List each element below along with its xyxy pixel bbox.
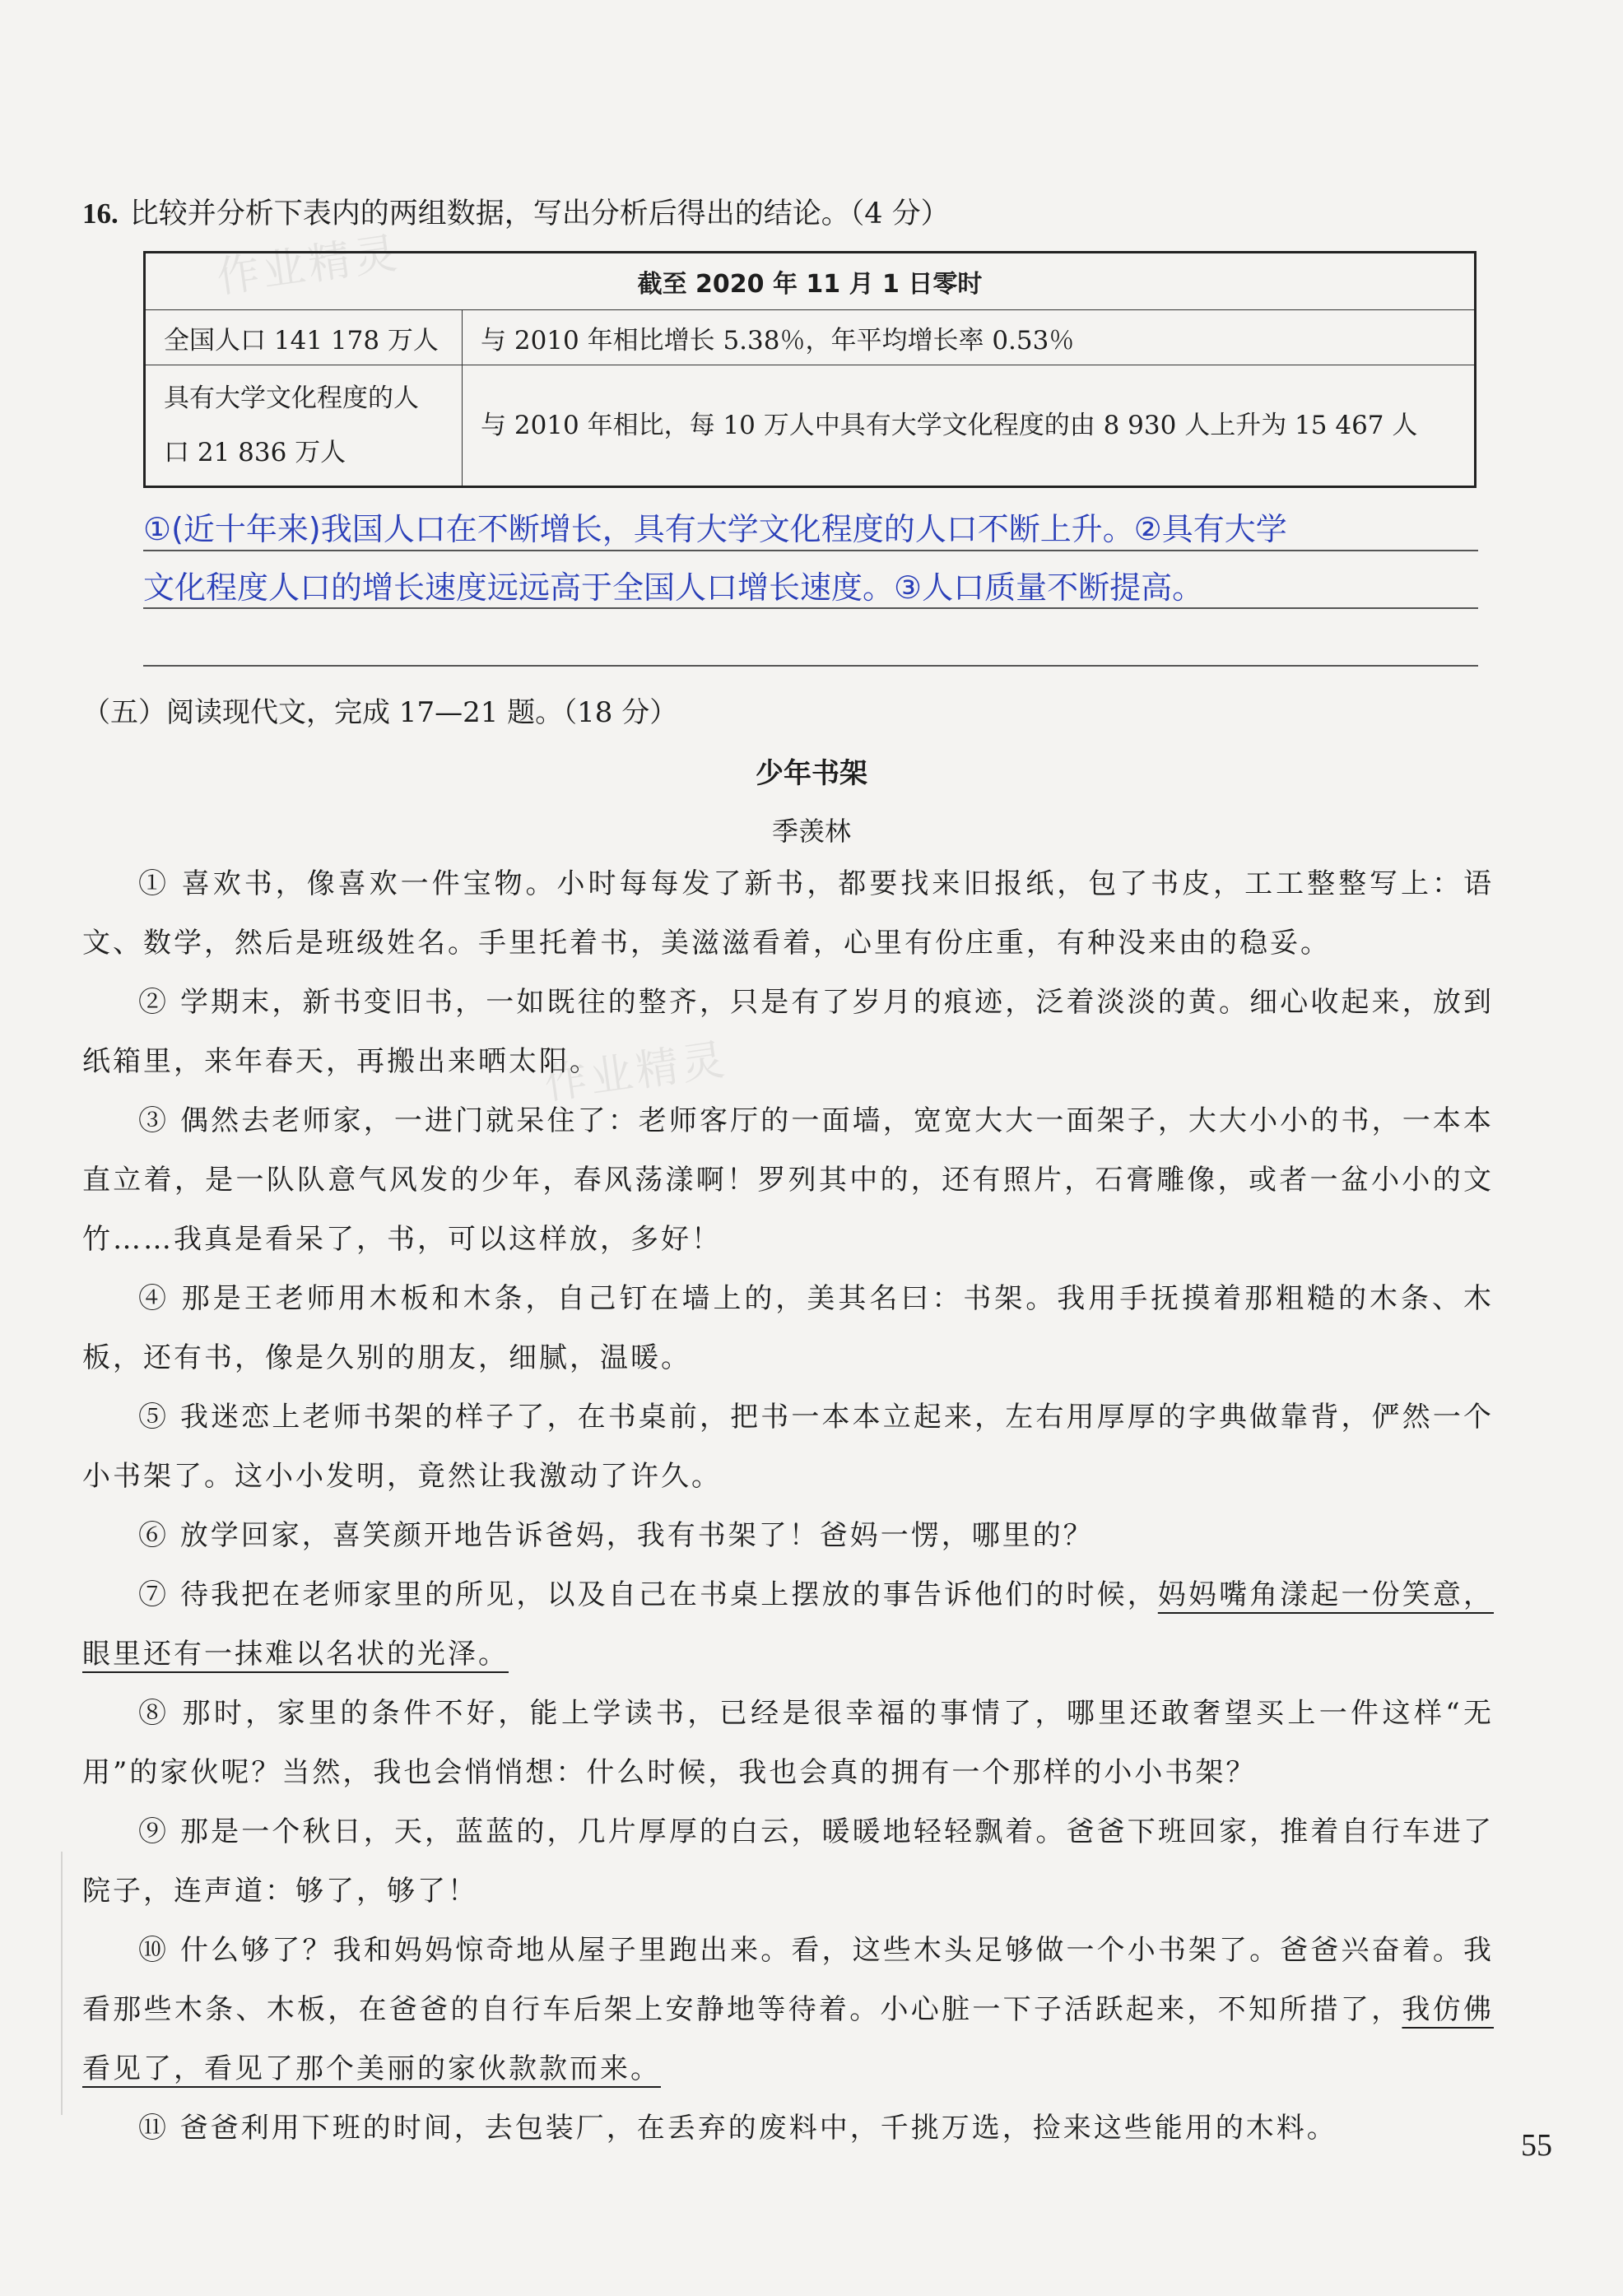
table-cell-desc: 与 2010 年相比，每 10 万人中具有大学文化程度的由 8 930 人上升为 15 467 人 [463,365,1476,487]
table-cell-label [145,365,463,487]
question-prompt: 比较并分析下表内的两组数据，写出分析后得出的结论。（4 分） [129,198,950,230]
paragraph-5: ⑤ 我迷恋上老师书架的样子了，在书桌前，把书一本本立起来，左右用厚厚的字典做靠背，俨然一个小书架了。这小小发明，竟然让我激动了许久。 [82,1401,1494,1493]
paragraph-10-text: ⑩ 什么够了？我和妈妈惊奇地从屋子里跑出来。看，这些木头足够做一个小书架了。爸爸兴奋着。我看那些木条、木板，在爸爸的自行车后架上安静地等待着。小心脏一下子活跃起来，不知所措了， [82,1934,1494,2026]
table-cell-label: 全国人口 141 178 万人 [145,310,463,365]
answer-rule [143,607,1478,609]
paragraph-3: ③ 偶然去老师家，一进门就呆住了：老师客厅的一面墙，宽宽大大一面架子，大大小小的书，一本本直立着，是一队队意气风发的少年，春风荡漾啊！罗列其中的，还有照片，石膏雕像，或者一盆小小的文竹……我真是看呆了，书，可以这样放，多好！ [82,1104,1494,1256]
handwritten-answer-line1: ①(近十年来)我国人口在不断增长，具有大学文化程度的人口不断上升。②具有大学 [143,511,1287,547]
table-cell-label-line1: 具有大学文化程度的人 [164,383,419,413]
binding-shadow [61,1852,63,2115]
article-title: 少年书架 [756,757,867,790]
table-cell-desc: 与 2010 年相比增长 5.38％，年平均增长率 0.53％ [463,310,1476,365]
population-table [143,251,1477,488]
watermark: 作业精灵 [541,1034,731,1110]
paragraph-9: ⑨ 那是一个秋日，天，蓝蓝的，几片厚厚的白云，暖暖地轻轻飘着。爸爸下班回家，推着自行车进了院子，连声道：够了，够了！ [82,1815,1494,1908]
handwritten-answer-line2: 文化程度人口的增长速度远远高于全国人口增长速度。③人口质量不断提高。 [143,569,1204,606]
paragraph-7 [82,1565,1494,1684]
table-row [145,310,1476,365]
paragraph-1: ① 喜欢书，像喜欢一件宝物。小时每每发了新书，都要找来旧报纸，包了书皮，工工整整写上：语文、数学，然后是班级姓名。手里托着书，美滋滋看着，心里有份庄重，有种没来由的稳妥。 [82,867,1494,960]
table-header: 截至 2020 年 11 月 1 日零时 [145,253,1476,310]
watermark: 作业精灵 [213,228,403,304]
paragraph-4: ④ 那是王老师用木板和木条，自己钉在墙上的，美其名曰：书架。我用手抚摸着那粗糙的木条、木板，还有书，像是久别的朋友，细腻，温暖。 [82,1282,1494,1374]
article-author: 季羡林 [771,816,851,847]
page-number: 55 [1521,2128,1552,2163]
paragraph-11: ⑪ 爸爸利用下班的时间，去包装厂，在丢弃的废料中，千挑万选，捡来这些能用的木料。 [138,2112,1337,2145]
paragraph-2: ② 学期末，新书变旧书，一如既往的整齐，只是有了岁月的痕迹，泛着淡淡的黄。细心收起来，放到纸箱里，来年春天，再搬出来晒太阳。 [82,986,1494,1078]
table-cell-label-line2: 口 21 836 万人 [164,438,346,467]
paragraph-6: ⑥ 放学回家，喜笑颜开地告诉爸妈，我有书架了！爸妈一愣，哪里的？ [138,1519,1094,1552]
table-row [145,365,1476,487]
section-heading: （五）阅读现代文，完成 17—21 题。（18 分） [82,696,678,729]
question-number: 16. [82,198,119,230]
answer-rule [143,550,1478,551]
paragraph-10 [82,1921,1494,2098]
answer-rule [143,665,1478,667]
paragraph-7-text: ⑦ 待我把在老师家里的所见，以及自己在书桌上摆放的事告诉他们的时候， [138,1578,1158,1611]
underlined-sentence: 我仿佛看见了，看见了那个美丽的家伙款款而来。 [82,1993,1494,2085]
paragraph-8: ⑧ 那时，家里的条件不好，能上学读书，已经是很幸福的事情了，哪里还敢奢望买上一件这样“无用”的家伙呢？当然，我也会悄悄想：什么时候，我也会真的拥有一个那样的小小书架？ [82,1697,1494,1789]
underlined-sentence: 妈妈嘴角漾起一份笑意，眼里还有一抹难以名状的光泽。 [82,1578,1495,1671]
question-16 [82,191,950,232]
